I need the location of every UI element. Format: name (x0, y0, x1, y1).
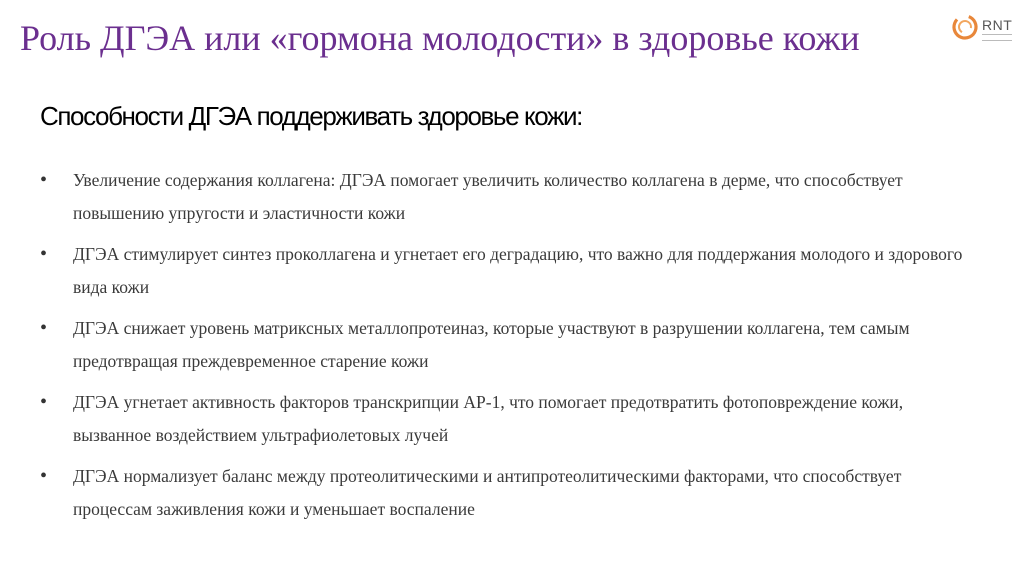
rnt-ring-logo-icon (950, 12, 980, 42)
slide-title: Роль ДГЭА или «гормона молодости» в здоровье кожи (20, 18, 860, 58)
bullet-marker: • (40, 169, 48, 191)
list-item-text: ДГЭА угнетает активность факторов транскрипции АР-1, что помогает предотвратить фотоповреждение кожи, вызванное воздействием ультрафиолетовых лучей (73, 392, 904, 445)
list-item-text: Увеличение содержания коллагена: ДГЭА помогает увеличить количество коллагена в дерме, что способствует повышению упругости и эластичности кожи (73, 170, 903, 223)
list-item (40, 312, 980, 378)
logo-tagline-lines (982, 34, 1012, 41)
bullet-marker: • (40, 317, 48, 339)
section-subtitle: Способности ДГЭА поддерживать здоровье кожи: (40, 101, 582, 131)
bullet-list (40, 164, 980, 534)
bullet-marker: • (40, 243, 48, 265)
list-item-text: ДГЭА снижает уровень матриксных металлопротеиназ, которые участвуют в разрушении коллагена, тем самым предотвращая преждевременное старение кожи (73, 318, 910, 371)
list-item-text: ДГЭА нормализует баланс между протеолитическими и антипротеолитическими факторами, что способствует процессам заживления кожи и уменьшает воспаление (73, 466, 902, 519)
bullet-marker: • (40, 391, 48, 413)
logo-text (982, 12, 1012, 41)
bullet-marker: • (40, 465, 48, 487)
list-item (40, 460, 980, 526)
list-item (40, 238, 980, 304)
list-item (40, 386, 980, 452)
list-item (40, 164, 980, 230)
logo-brand: RNT (982, 17, 1013, 33)
list-item-text: ДГЭА стимулирует синтез проколлагена и угнетает его деградацию, что важно для поддержания молодого и здорового вида кожи (73, 244, 963, 297)
rnt-logo (950, 12, 1016, 44)
